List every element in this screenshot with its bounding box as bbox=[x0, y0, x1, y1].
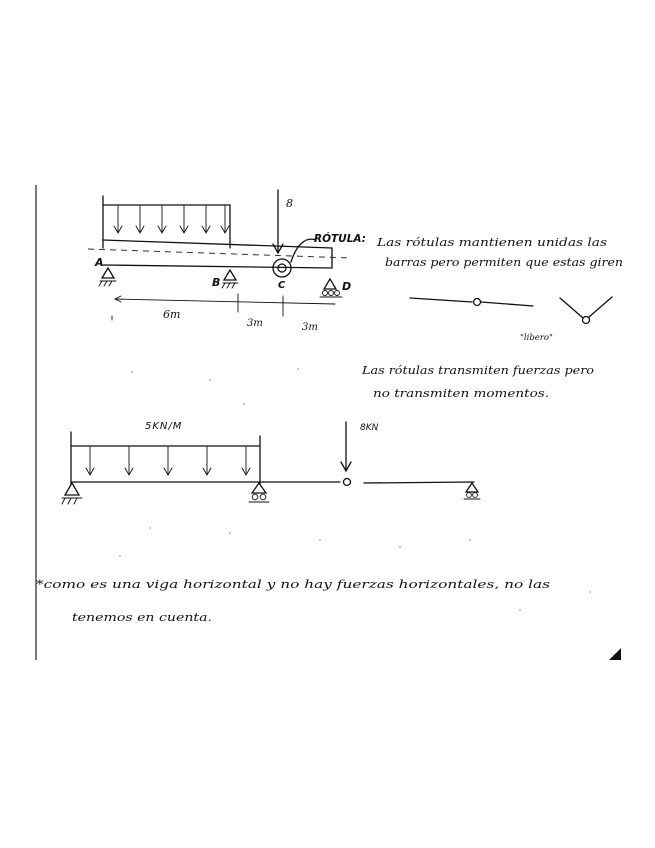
hinge-sketch-rotated bbox=[560, 297, 612, 324]
dim-label-ab: 6m bbox=[163, 308, 181, 321]
diagram-1-beam bbox=[88, 190, 351, 333]
support-pin-2 bbox=[62, 483, 82, 504]
fuerzas-line-2: no transmiten momentos. bbox=[373, 386, 549, 400]
support-b bbox=[222, 270, 238, 288]
support-d bbox=[320, 279, 342, 297]
hinge-2 bbox=[344, 479, 351, 486]
dim-label-cd: 3m bbox=[302, 322, 318, 333]
rotula-line-2: barras pero permiten que estas giren bbox=[385, 255, 623, 269]
label-d: D bbox=[342, 280, 352, 293]
corner-mark bbox=[609, 648, 621, 660]
footnote-line-1: *como es una viga horizontal y no hay fuerzas horizontales, no las bbox=[36, 577, 551, 591]
footnote-line-2: tenemos en cuenta. bbox=[72, 610, 212, 624]
point-load-arrow-2 bbox=[341, 422, 351, 471]
label-b: B bbox=[212, 276, 221, 289]
label-a: A bbox=[95, 256, 104, 269]
distributed-load-2 bbox=[71, 432, 260, 484]
scan-noise bbox=[119, 368, 591, 611]
support-a bbox=[99, 268, 116, 286]
diagram-2-beam bbox=[62, 421, 480, 504]
label-c: C bbox=[278, 280, 286, 291]
support-roller-3 bbox=[464, 483, 480, 499]
hinge-sketch-straight bbox=[410, 298, 533, 306]
point-load-label-1: 8 bbox=[286, 197, 293, 210]
point-load-arrow-1 bbox=[273, 190, 293, 253]
rotula-line-1: Las rótulas mantienen unidas las bbox=[375, 235, 608, 249]
fuerzas-line-1: Las rótulas transmiten fuerzas pero bbox=[360, 363, 595, 377]
rotula-title: RÓTULA: bbox=[314, 233, 366, 245]
dimension-line-1 bbox=[112, 294, 335, 320]
point-load-label-2: 8KN bbox=[360, 423, 379, 433]
rotula-sublabel: "libero" bbox=[520, 333, 553, 343]
support-roller-2 bbox=[249, 483, 269, 502]
dist-load-label-2: 5KN/M bbox=[145, 421, 183, 432]
dim-label-bc: 3m bbox=[247, 318, 263, 329]
